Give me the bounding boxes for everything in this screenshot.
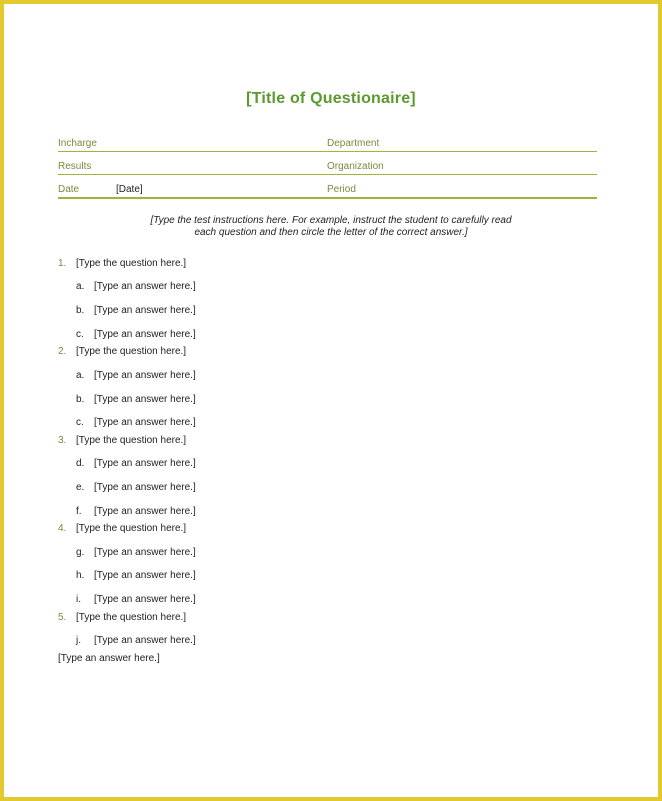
question-text: [Type the question here.] xyxy=(76,258,187,269)
answer-letter: b. xyxy=(76,305,85,316)
answer-text: [Type an answer here.] xyxy=(94,329,196,340)
answer-letter: j. xyxy=(76,635,81,646)
answer-item xyxy=(76,635,196,646)
answer-letter: i. xyxy=(76,594,81,605)
date-value: [Date] xyxy=(116,184,143,195)
instructions-line-1: [Type the test instructions here. For example, instruct the student to carefully read xyxy=(150,215,512,226)
answer-text: [Type an answer here.] xyxy=(94,394,196,405)
answer-letter: e. xyxy=(76,482,85,493)
answer-letter: h. xyxy=(76,570,85,581)
answer-letter: a. xyxy=(76,370,85,381)
question-number: 1. xyxy=(58,258,67,269)
answer-text: [Type an answer here.] xyxy=(94,458,196,469)
answer-item xyxy=(76,305,196,316)
answer-letter: c. xyxy=(76,417,84,428)
question-number: 4. xyxy=(58,523,67,534)
answer-text: [Type an answer here.] xyxy=(94,305,196,316)
answer-text: [Type an answer here.] xyxy=(94,370,196,381)
answer-item xyxy=(76,506,196,517)
answer-text: [Type an answer here.] xyxy=(94,281,196,292)
info-row-results xyxy=(58,152,597,175)
results-label: Results xyxy=(58,161,92,172)
answer-text: [Type an answer here.] xyxy=(94,635,196,646)
instructions-line-2: each question and then circle the letter of the correct answer.] xyxy=(194,227,468,238)
answer-letter: c. xyxy=(76,329,84,340)
answer-text: [Type an answer here.] xyxy=(94,506,196,517)
trailing-answer: [Type an answer here.] xyxy=(58,653,160,664)
answer-item xyxy=(76,417,196,428)
page-title: [Title of Questionaire] xyxy=(246,90,416,107)
question-item xyxy=(58,258,186,269)
document-page xyxy=(4,4,658,797)
answer-item xyxy=(76,482,196,493)
info-table xyxy=(58,129,597,199)
question-number: 3. xyxy=(58,435,67,446)
period-label: Period xyxy=(327,184,356,195)
info-row-date xyxy=(58,175,597,199)
date-label: Date xyxy=(58,184,80,195)
answer-item xyxy=(76,594,196,605)
answer-item xyxy=(76,458,196,469)
instructions xyxy=(4,215,658,239)
answer-item xyxy=(76,370,196,381)
question-item xyxy=(58,612,186,623)
answer-text: [Type an answer here.] xyxy=(94,482,196,493)
answer-item xyxy=(76,547,196,558)
question-item xyxy=(58,523,186,534)
question-text: [Type the question here.] xyxy=(76,346,187,357)
question-item xyxy=(58,346,186,357)
answer-item xyxy=(76,281,196,292)
question-text: [Type the question here.] xyxy=(76,612,187,623)
answer-item xyxy=(76,394,196,405)
question-number: 5. xyxy=(58,612,67,623)
answer-letter: d. xyxy=(76,458,85,469)
incharge-label: Incharge xyxy=(58,138,97,149)
question-number: 2. xyxy=(58,346,67,357)
answer-text: [Type an answer here.] xyxy=(94,570,196,581)
answer-letter: f. xyxy=(76,506,82,517)
question-text: [Type the question here.] xyxy=(76,435,187,446)
answer-letter: a. xyxy=(76,281,85,292)
answer-text: [Type an answer here.] xyxy=(94,594,196,605)
info-row-incharge xyxy=(58,129,597,152)
question-text: [Type the question here.] xyxy=(76,523,187,534)
answer-item xyxy=(76,329,196,340)
answer-text: [Type an answer here.] xyxy=(94,417,196,428)
department-label: Department xyxy=(327,138,380,149)
question-item xyxy=(58,435,186,446)
organization-label: Organization xyxy=(327,161,384,172)
answer-item xyxy=(76,570,196,581)
answer-text: [Type an answer here.] xyxy=(94,547,196,558)
answer-letter: b. xyxy=(76,394,85,405)
answer-letter: g. xyxy=(76,547,85,558)
